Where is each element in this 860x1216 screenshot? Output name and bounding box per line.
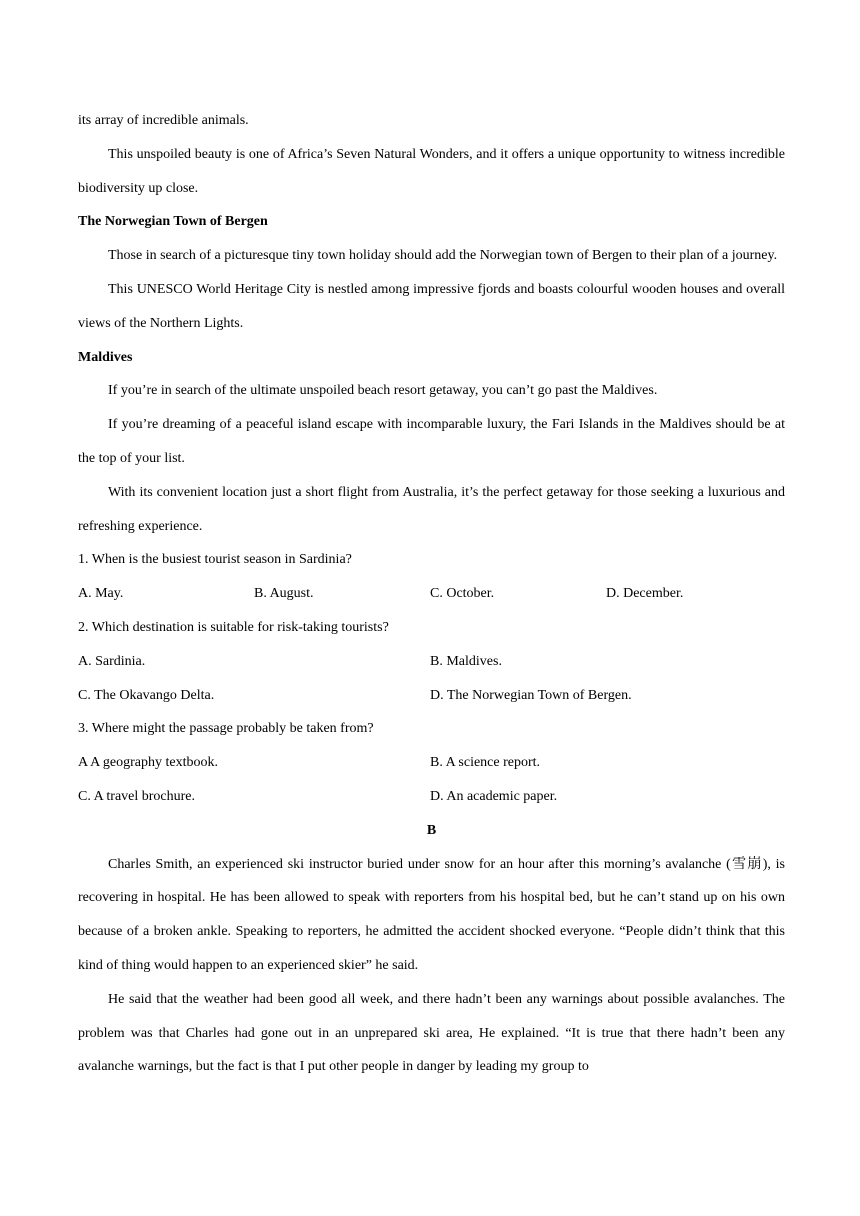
paragraph-maldives-2: If you’re dreaming of a peaceful island escape with incomparable luxury, the Fari Islands in the Maldives should be at the top of your list. <box>78 417 785 466</box>
option-a: A. May. <box>78 586 124 602</box>
heading-bergen: The Norwegian Town of Bergen <box>78 214 268 230</box>
paragraph-continued: its array of incredible animals. <box>78 113 249 128</box>
option-c: C. The Okavango Delta. <box>78 687 215 703</box>
option-b: B. August. <box>254 586 314 602</box>
paragraph-bergen-1: Those in search of a picturesque tiny town holiday should add the Norwegian town of Bergen to their plan of a journey. <box>108 248 778 264</box>
paragraph-maldives-3: With its convenient location just a short flight from Australia, it’s the perfect getaway for those seeking a luxurious and refreshing experience. <box>78 484 785 534</box>
question-3-options-row-2 <box>78 780 785 814</box>
option-d: D. An academic paper. <box>430 788 558 804</box>
option-c: C. A travel brochure. <box>78 788 196 804</box>
option-a: A A geography textbook. <box>78 755 218 771</box>
option-a: A. Sardinia. <box>78 653 146 669</box>
question-1-options <box>78 577 785 611</box>
question-1-stem: 1. When is the busiest tourist season in Sardinia? <box>78 552 352 568</box>
question-2-options-row-1 <box>78 645 785 679</box>
question-2-stem: 2. Which destination is suitable for risk-taking tourists? <box>78 619 389 635</box>
option-d: D. The Norwegian Town of Bergen. <box>430 687 632 703</box>
section-heading-b: B <box>426 822 437 838</box>
question-3-stem: 3. Where might the passage probably be taken from? <box>78 721 374 737</box>
option-c: C. October. <box>430 586 495 602</box>
paragraph-b-2: He said that the weather had been good all week, and there hadn’t been any warnings about possible avalanches. The problem was that Charles had gone out in an unprepared ski area, He explained. “It is true that there hadn’t been any avalanche warnings, but the fact is that I put other people in danger by leading my group to <box>78 991 785 1075</box>
option-b: B. Maldives. <box>430 653 502 669</box>
paragraph-b-1: Charles Smith, an experienced ski instructor buried under snow for an hour after this morning’s avalanche (雪崩), is recovering in hospital. He has been allowed to speak with reporters from his hospital bed, but he can’t stand up on his own because of a broken ankle. Speaking to reporters, he admitted the accident shocked everyone. “People didn’t think that this kind of thing would happen to an experienced skier” he said. <box>78 856 785 973</box>
heading-maldives: Maldives <box>78 349 133 365</box>
option-b: B. A science report. <box>430 755 541 771</box>
question-2-options-row-2 <box>78 679 785 713</box>
paragraph-bergen-2: This UNESCO World Heritage City is nestled among impressive fjords and boasts colourful wooden houses and overall views of the Northern Lights. <box>78 281 785 331</box>
document-page <box>78 104 785 1084</box>
question-3-options-row-1 <box>78 746 785 780</box>
paragraph-okavango: This unspoiled beauty is one of Africa’s Seven Natural Wonders, and it offers a unique opportunity to witness incredible biodiversity up close. <box>78 146 785 196</box>
option-d: D. December. <box>606 586 684 602</box>
paragraph-maldives-1: If you’re in search of the ultimate unspoiled beach resort getaway, you can’t go past the Maldives. <box>108 383 658 399</box>
